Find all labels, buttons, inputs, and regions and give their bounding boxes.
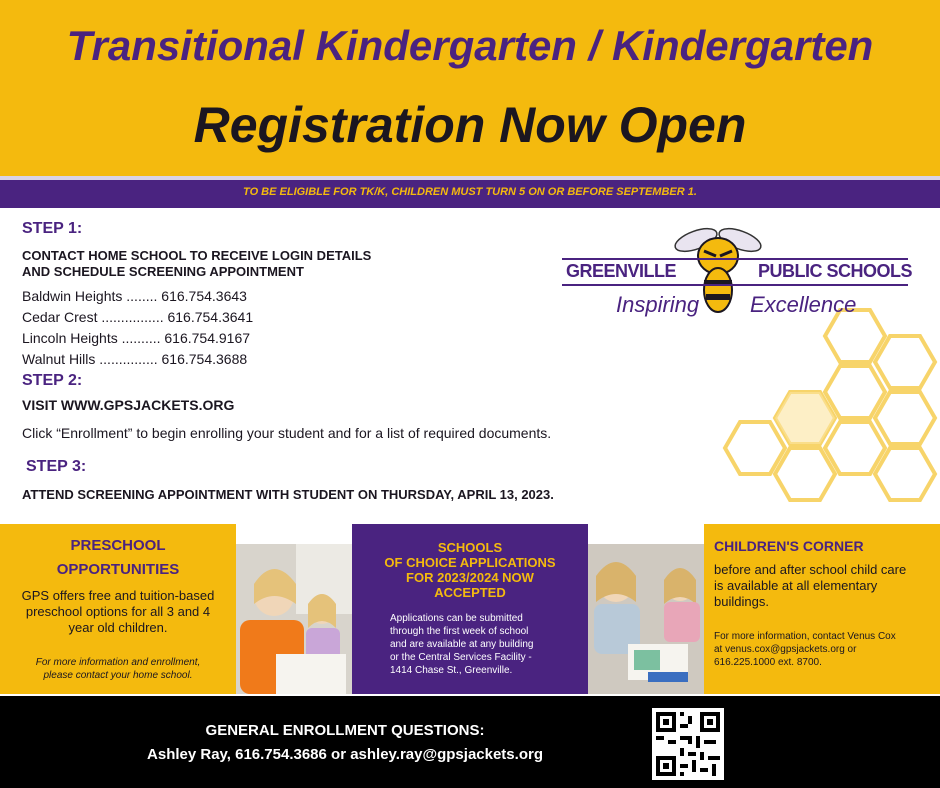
preschool-panel (0, 524, 236, 694)
childrens-note-line: For more information, contact Venus Cox (714, 631, 896, 642)
step1-instruction-2: AND SCHEDULE SCREENING APPOINTMENT (22, 264, 304, 279)
logo-tagline-right: Excellence (750, 292, 857, 317)
title-line-1: Transitional Kindergarten / Kindergarten (66, 22, 874, 69)
logo-tagline-left: Inspiring (616, 292, 700, 317)
choice-heading-line: FOR 2023/2024 NOW (406, 570, 534, 585)
school-phone-item: Baldwin Heights ........ 616.754.3643 (22, 288, 247, 304)
choice-body-line: and are available at any building (390, 639, 534, 650)
step3-heading: STEP 3: (26, 458, 87, 475)
childrens-note-line: 616.225.1000 ext. 8700. (714, 657, 822, 668)
choice-heading-line: ACCEPTED (434, 585, 506, 600)
choice-body-line: Applications can be submitted (390, 613, 523, 624)
school-phone-item: Walnut Hills ............... 616.754.3688 (22, 351, 248, 367)
step2-detail: Click “Enrollment” to begin enrolling your student and for a list of required documents. (22, 425, 552, 441)
step3-instruction: ATTEND SCREENING APPOINTMENT WITH STUDENT ON THURSDAY, APRIL 13, 2023. (22, 487, 554, 502)
preschool-photo (236, 544, 352, 694)
schools-of-choice-panel (352, 524, 588, 694)
preschool-note-line: please contact your home school. (43, 670, 193, 681)
step2-instruction: VISIT WWW.GPSJACKETS.ORG (22, 397, 235, 413)
logo-text-right: PUBLIC SCHOOLS (758, 261, 913, 281)
preschool-body-line: preschool options for all 3 and 4 (25, 604, 211, 619)
eligibility-text: TO BE ELIGIBLE FOR TK/K, CHILDREN MUST TURN 5 ON OR BEFORE SEPTEMBER 1. (243, 186, 697, 198)
choice-heading-line: SCHOOLS (437, 540, 503, 555)
school-phone-item: Lincoln Heights .......... 616.754.9167 (22, 330, 251, 346)
preschool-body-line: GPS offers free and tuition-based (21, 588, 215, 603)
childrens-corner-panel (704, 524, 940, 694)
footer-heading: GENERAL ENROLLMENT QUESTIONS: (205, 722, 485, 739)
greenville-logo (560, 218, 913, 328)
step1-heading: STEP 1: (22, 220, 83, 237)
choice-body-line: through the first week of school (390, 626, 529, 637)
title-line-2: Registration Now Open (193, 97, 747, 153)
step2-heading: STEP 2: (22, 372, 83, 389)
qr-code-icon[interactable] (652, 708, 724, 780)
childrens-corner-heading: CHILDREN'S CORNER (714, 538, 864, 554)
childrens-body-line: before and after school child care (714, 562, 907, 577)
step1-instruction-1: CONTACT HOME SCHOOL TO RECEIVE LOGIN DETAILS (22, 248, 372, 263)
choice-body-line: or the Central Services Facility - (390, 652, 532, 663)
school-phone-list (22, 286, 253, 370)
preschool-note-line: For more information and enrollment, (35, 657, 201, 668)
preschool-body-line: year old children. (68, 620, 168, 635)
childrens-note-line: at venus.cox@gpsjackets.org or (714, 644, 857, 655)
logo-text-left: GREENVILLE (566, 261, 677, 281)
childrens-body-line: buildings. (714, 594, 769, 609)
footer-contact: Ashley Ray, 616.754.3686 or ashley.ray@gpsjackets.org (147, 746, 543, 763)
childrens-corner-photo (588, 544, 704, 694)
preschool-heading-2: OPPORTUNITIES (56, 561, 180, 578)
choice-body-line: 1414 Chase St., Greenville. (390, 665, 513, 676)
footer (0, 696, 940, 788)
school-phone-item: Cedar Crest ................ 616.754.3641 (22, 309, 254, 325)
childrens-body-line: is available at all elementary (714, 578, 878, 593)
choice-heading-line: OF CHOICE APPLICATIONS (384, 555, 556, 570)
preschool-heading-1: PRESCHOOL (70, 537, 166, 554)
